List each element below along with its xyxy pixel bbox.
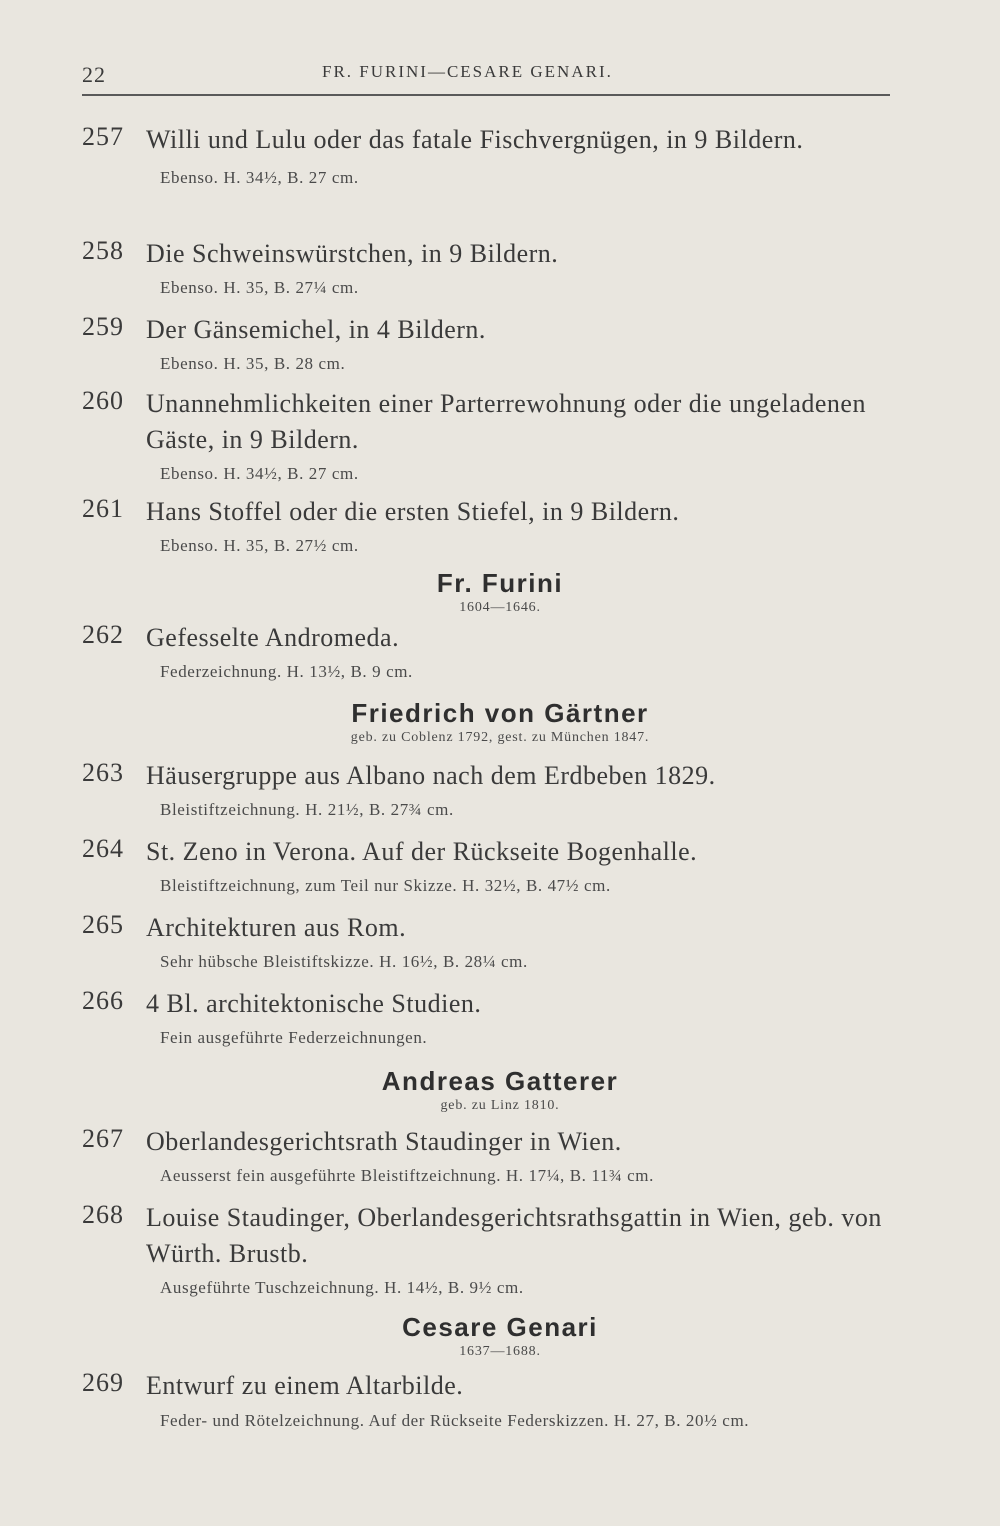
artist-dates: 1604—1646. (459, 600, 541, 615)
entry-detail: Ebenso. H. 35, B. 27½ cm. (160, 536, 359, 555)
catalog-entry-266 (82, 986, 902, 1052)
entry-detail: Bleistiftzeichnung. H. 21½, B. 27¾ cm. (160, 800, 454, 819)
entry-detail: Ausgeführte Tuschzeichnung. H. 14½, B. 9½ cm. (160, 1278, 524, 1297)
entry-number: 268 (82, 1200, 124, 1229)
entry-title: Der Gänsemichel, in 4 Bildern. (146, 315, 486, 344)
artist-name: Friedrich von Gärtner (351, 698, 649, 728)
entry-detail: Ebenso. H. 34½, B. 27 cm. (160, 464, 359, 483)
entry-title: 4 Bl. architektonische Studien. (146, 989, 482, 1018)
artist-dates: geb. zu Coblenz 1792, gest. zu München 1847. (350, 730, 650, 745)
entry-title: Hans Stoffel oder die ersten Stiefel, in 9 Bildern. (146, 497, 680, 526)
catalog-entry-267 (82, 1124, 902, 1190)
entry-title: Die Schweinswürstchen, in 9 Bildern. (146, 239, 559, 268)
entry-title: Entwurf zu einem Altarbilde. (146, 1371, 464, 1400)
artist-dates: 1637—1688. (459, 1344, 541, 1359)
artist-name: Cesare Genari (402, 1312, 598, 1342)
artist-heading-gaertner (0, 698, 1000, 748)
entry-title: St. Zeno in Verona. Auf der Rückseite Bogenhalle. (146, 837, 698, 866)
entry-title: Architekturen aus Rom. (146, 913, 407, 942)
catalog-entry-268 (82, 1200, 902, 1302)
catalog-entry-258 (82, 236, 902, 302)
catalog-entry-260 (82, 386, 902, 488)
entry-number: 257 (82, 122, 124, 151)
catalog-entry-265 (82, 910, 902, 976)
catalog-entry-263 (82, 758, 902, 824)
entry-title: Oberlandesgerichtsrath Staudinger in Wien. (146, 1127, 622, 1156)
artist-heading-gatterer (0, 1066, 1000, 1116)
entry-title: Louise Staudinger, Oberlandesgerichtsrathsgattin in Wien, geb. von Würth. Brustb. (146, 1203, 882, 1268)
entry-number: 259 (82, 312, 124, 341)
catalog-entry-262 (82, 620, 902, 686)
catalog-entry-259 (82, 312, 902, 378)
header-rule (82, 94, 890, 96)
artist-dates: geb. zu Linz 1810. (440, 1098, 560, 1113)
page-number: 22 (82, 62, 106, 87)
catalog-entry-269 (82, 1368, 902, 1436)
entry-number: 269 (82, 1368, 124, 1397)
entry-detail: Fein ausgeführte Federzeichnungen. (160, 1028, 428, 1047)
entry-number: 260 (82, 386, 124, 415)
catalog-entry-264 (82, 834, 902, 900)
entry-detail: Federzeichnung. H. 13½, B. 9 cm. (160, 662, 413, 681)
catalog-entry-261 (82, 494, 902, 560)
entry-number: 267 (82, 1124, 124, 1153)
entry-detail: Sehr hübsche Bleistiftskizze. H. 16½, B. 28¼ cm. (160, 952, 528, 971)
entry-title: Gefesselte Andromeda. (146, 623, 400, 652)
entry-detail: Feder- und Rötelzeichnung. Auf der Rückseite Federskizzen. H. 27, B. 20½ cm. (160, 1411, 750, 1430)
running-head: FR. FURINI—CESARE GENARI. (322, 62, 613, 81)
entry-title: Häusergruppe aus Albano nach dem Erdbeben 1829. (146, 761, 716, 790)
entry-title: Unannehmlichkeiten einer Parterrewohnung oder die ungeladenen Gäste, in 9 Bildern. (146, 389, 866, 454)
entry-number: 265 (82, 910, 124, 939)
artist-heading-genari (0, 1312, 1000, 1362)
entry-detail: Ebenso. H. 34½, B. 27 cm. (160, 168, 359, 187)
catalog-entry-257 (82, 122, 902, 192)
entry-number: 262 (82, 620, 124, 649)
entry-detail: Aeusserst fein ausgeführte Bleistiftzeichnung. H. 17¼, B. 11¾ cm. (160, 1166, 654, 1185)
entry-title: Willi und Lulu oder das fatale Fischvergnügen, in 9 Bildern. (146, 125, 804, 154)
entry-detail: Ebenso. H. 35, B. 28 cm. (160, 354, 346, 373)
entry-number: 258 (82, 236, 124, 265)
entry-number: 261 (82, 494, 124, 523)
entry-number: 264 (82, 834, 124, 863)
artist-name: Andreas Gatterer (381, 1066, 619, 1096)
artist-heading-furini (0, 568, 1000, 618)
page-header (82, 62, 890, 98)
entry-detail: Ebenso. H. 35, B. 27¼ cm. (160, 278, 359, 297)
entry-detail: Bleistiftzeichnung, zum Teil nur Skizze. H. 32½, B. 47½ cm. (160, 876, 611, 895)
entry-number: 266 (82, 986, 124, 1015)
artist-name: Fr. Furini (436, 568, 564, 598)
entry-number: 263 (82, 758, 124, 787)
